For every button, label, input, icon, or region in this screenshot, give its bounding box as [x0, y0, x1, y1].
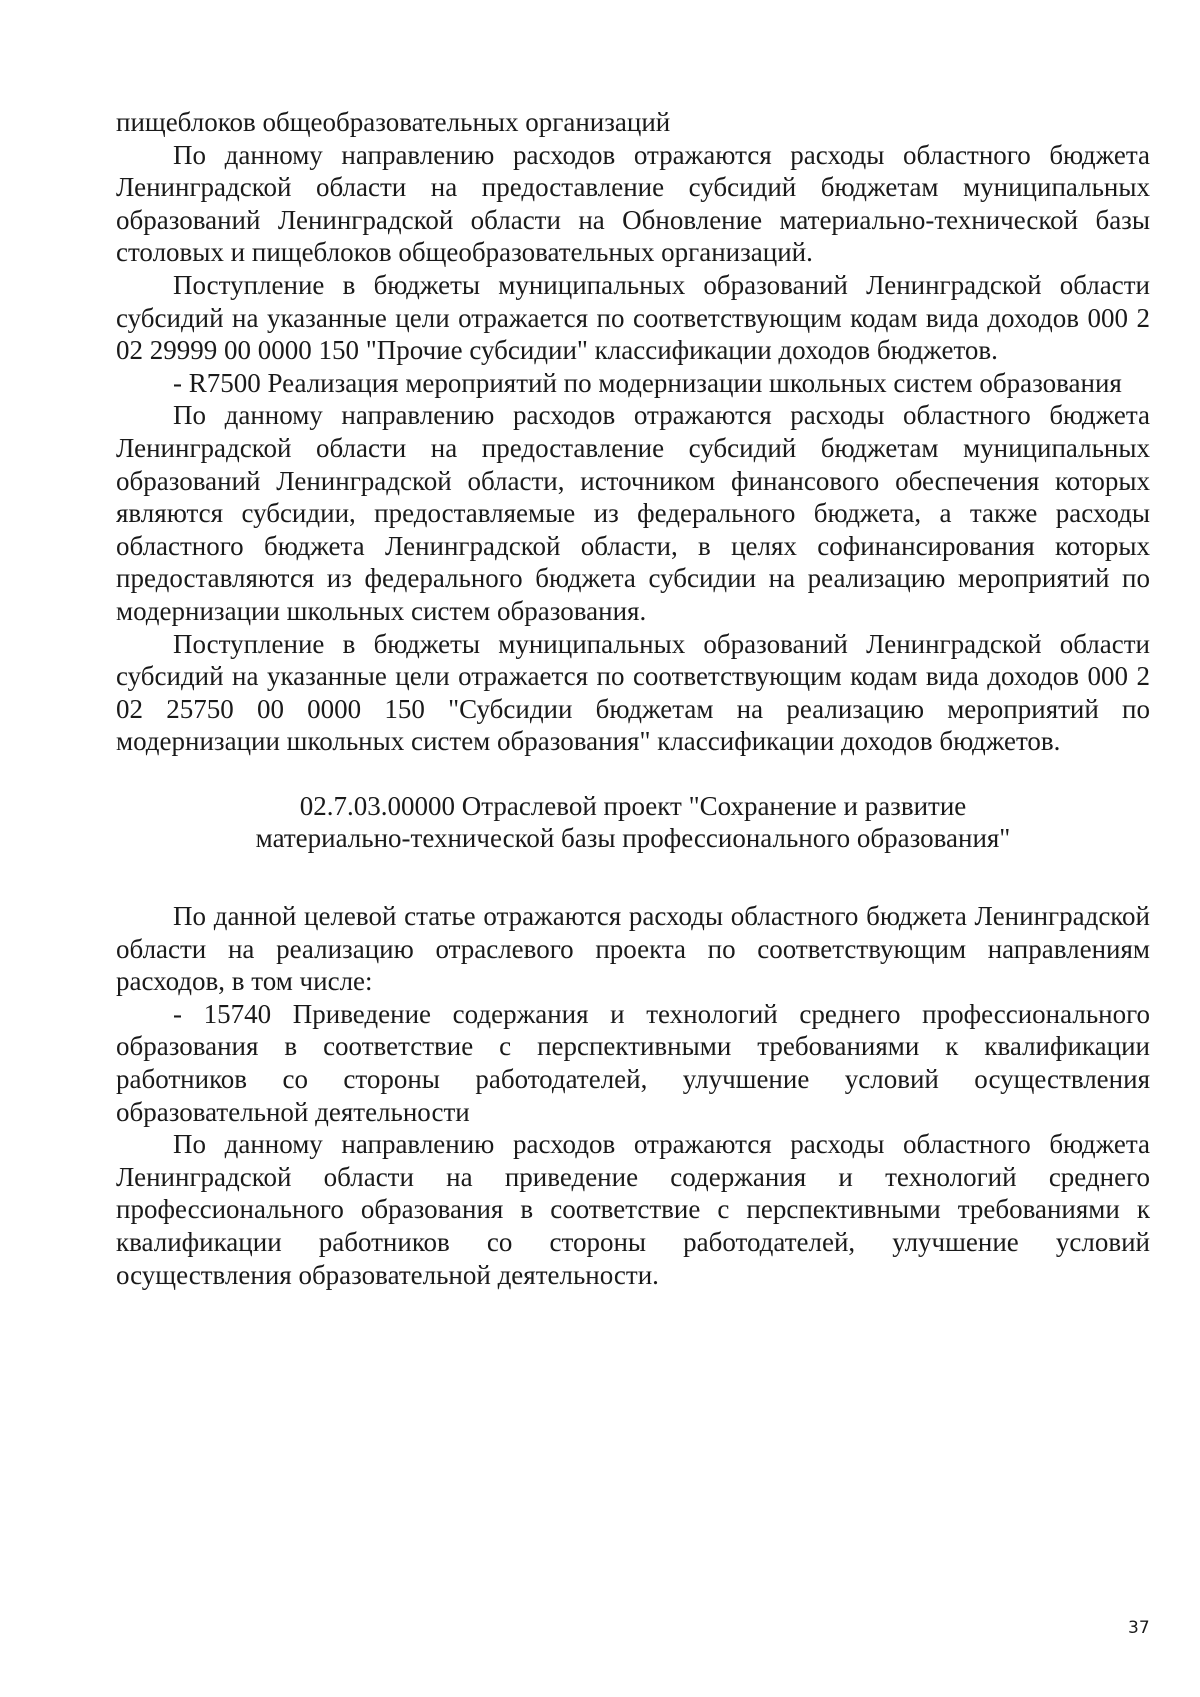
section-heading [116, 790, 1150, 855]
section-heading-line: материально-технической базы профессионального образования" [255, 823, 1011, 854]
paragraph: Поступление в бюджеты муниципальных образований Ленинградской области субсидий на указанные цели отражается по соответствующим кодам вида доходов 000 2 02 25750 00 0000 150 "Субсидии бюджетам на реализацию мероприятий по модернизации школьных систем образования" классификации доходов бюджетов. [116, 628, 1150, 757]
paragraph: По данному направлению расходов отражаются расходы областного бюджета Ленинградской области на приведение содержания и технологий среднего профессионального образования в соответствие с перспективными требованиями к квалификации работников со стороны работодателей, улучшение условий осуществления образовательной деятельности. [116, 1129, 1150, 1290]
paragraph: По данному направлению расходов отражаются расходы областного бюджета Ленинградской области на предоставление субсидий бюджетам муниципальных образований Ленинградской области на Обновление материально-технической базы столовых и пищеблоков общеобразовательных организаций. [116, 139, 1150, 268]
paragraph: По данной целевой статье отражаются расходы областного бюджета Ленинградской области на реализацию отраслевого проекта по соответствующим направлениям расходов, в том числе: [116, 901, 1150, 997]
paragraph: - 15740 Приведение содержания и технологий среднего профессионального образования в соответствие с перспективными требованиями к квалификации работников со стороны работодателей, улучшение условий осуществления образовательной деятельности [116, 998, 1150, 1127]
document-page [116, 106, 1150, 1291]
page-number: 37 [1128, 1618, 1150, 1638]
paragraph: Поступление в бюджеты муниципальных образований Ленинградской области субсидий на указанные цели отражается по соответствующим кодам вида доходов 000 2 02 29999 00 0000 150 "Прочие субсидии" классификации доходов бюджетов. [116, 269, 1150, 366]
paragraph: пищеблоков общеобразовательных организаций [116, 107, 671, 137]
paragraph: По данному направлению расходов отражаются расходы областного бюджета Ленинградской области на предоставление субсидий бюджетам муниципальных образований Ленинградской области, источником финансового обеспечения которых являются субсидии, предоставляемые из федерального бюджета, а также расходы областного бюджета Ленинградской области, в целях софинансирования которых предоставляются из федерального бюджета субсидии на реализацию мероприятий по модернизации школьных систем образования. [116, 400, 1150, 626]
section-heading-line: 02.7.03.00000 Отраслевой проект "Сохранение и развитие [299, 790, 967, 821]
paragraph: - R7500 Реализация мероприятий по модернизации школьных систем образования [173, 367, 1122, 398]
